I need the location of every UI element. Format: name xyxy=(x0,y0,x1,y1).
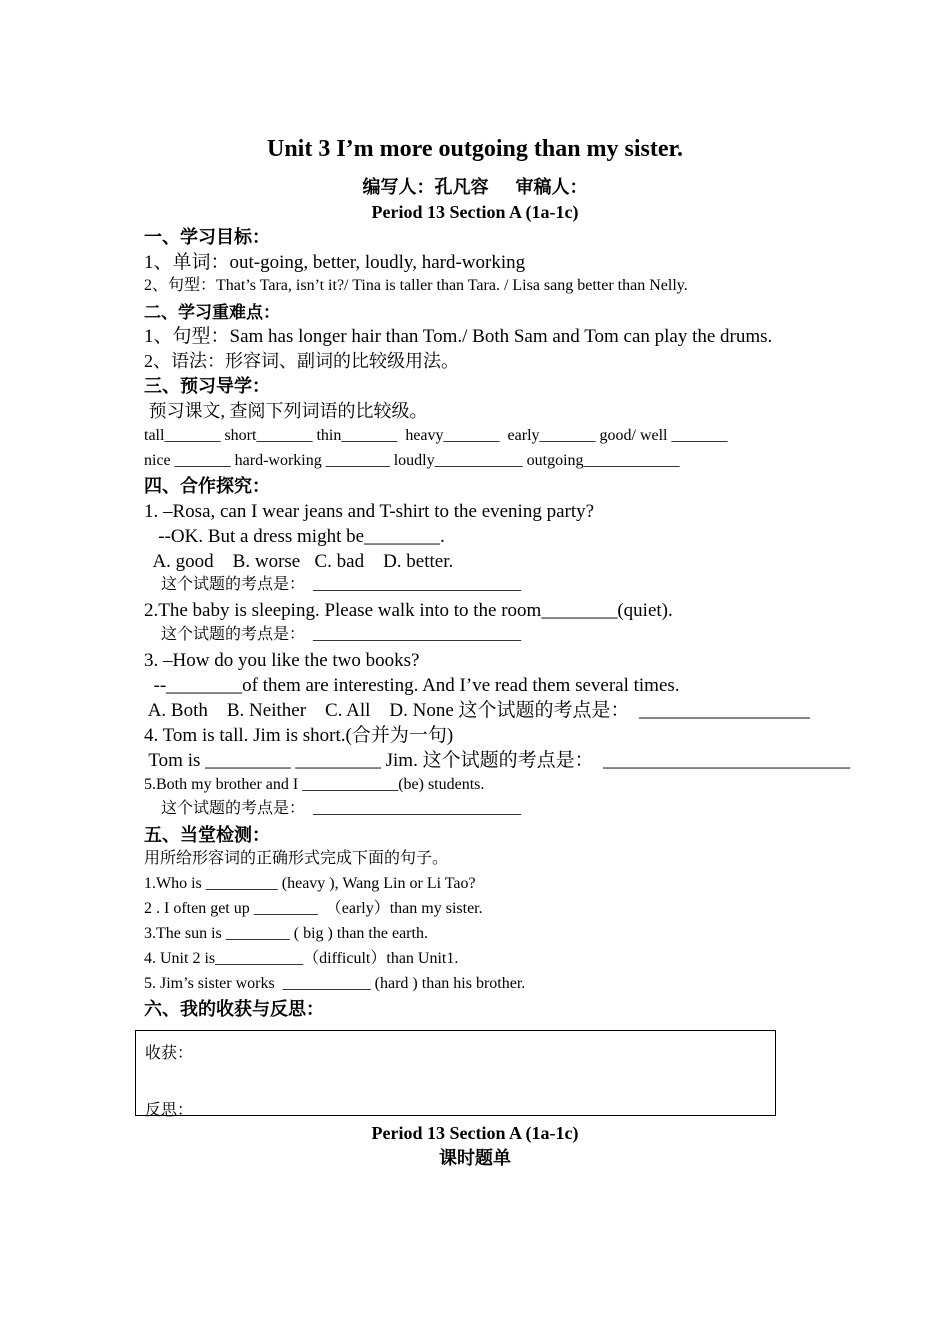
document-title: Unit 3 I’m more outgoing than my sister. xyxy=(266,136,683,162)
reflection-box xyxy=(135,1030,776,1119)
q1-reply: --OK. But a dress might be________. xyxy=(144,526,445,547)
section-objectives-heading: 一、学习目标： xyxy=(144,227,270,247)
q3-question: 3. –How do you like the two books? xyxy=(144,650,420,671)
q2-question: 2.The baby is sleeping. Please walk into to the room________(quiet). xyxy=(144,600,673,621)
q4-blank: Tom is _________ _________ Jim. 这个试题的考点是： __________________________ xyxy=(144,750,851,771)
q3-options: A. Both B. Neither C. All D. None 这个试题的考点是： __________________ xyxy=(144,700,811,721)
check-item: 2 . I often get up ________ （early）than my sister. xyxy=(144,900,483,917)
q2-testpoint: 这个试题的考点是： __________________________ xyxy=(161,626,522,643)
check-intro: 用所给形容词的正确形式完成下面的句子。 xyxy=(144,850,449,867)
check-item: 4. Unit 2 is___________（difficult）than Unit1. xyxy=(144,950,459,967)
preview-intro: 预习课文, 查阅下列词语的比较级。 xyxy=(144,401,428,421)
section-reflection-heading: 六、我的收获与反思： xyxy=(144,999,324,1019)
preview-words-row-2: nice _______ hard-working ________ loudly___________ outgoing____________ xyxy=(144,452,680,469)
period-heading: Period 13 Section A (1a-1c) xyxy=(371,202,579,222)
q1-testpoint: 这个试题的考点是： __________________________ xyxy=(161,576,522,593)
reflect-label: 反思： xyxy=(145,1102,194,1119)
check-item: 3.The sun is ________ ( big ) than the earth. xyxy=(144,925,428,942)
section-check-heading: 五、当堂检测： xyxy=(144,825,270,845)
q1-question: 1. –Rosa, can I wear jeans and T-shirt to the evening party? xyxy=(144,501,595,522)
keypoint-pattern: 1、句型：Sam has longer hair than Tom./ Both Sam and Tom can play the drums. xyxy=(144,326,773,347)
q4-question: 4. Tom is tall. Jim is short.(合并为一句) xyxy=(144,725,454,746)
footer-sheet-title: 课时题单 xyxy=(439,1148,511,1168)
section-keypoints-heading: 二、学习重难点： xyxy=(144,303,280,322)
q1-options: A. good B. worse C. bad D. better. xyxy=(144,551,454,572)
section-preview-heading: 三、预习导学： xyxy=(144,376,270,396)
objective-patterns: 2、句型：That’s Tara, isn’t it?/ Tina is taller than Tara. / Lisa sang better than Nelly. xyxy=(144,277,688,294)
objective-vocab: 1、单词：out-going, better, loudly, hard-working xyxy=(144,252,526,273)
preview-words-row-1: tall_______ short_______ thin_______ heavy_______ early_______ good/ well _______ xyxy=(144,427,728,444)
gain-label: 收获： xyxy=(145,1045,194,1062)
keypoint-grammar: 2、语法：形容词、副词的比较级用法。 xyxy=(144,351,459,371)
q3-reply: --________of them are interesting. And I’ve read them several times. xyxy=(144,675,680,696)
check-item: 5. Jim’s sister works ___________ (hard ) than his brother. xyxy=(144,975,526,992)
q5-testpoint: 这个试题的考点是： __________________________ xyxy=(161,800,522,817)
footer-period: Period 13 Section A (1a-1c) xyxy=(371,1123,579,1143)
authors-line: 编写人：孔凡容 审稿人： xyxy=(362,177,588,197)
section-explore-heading: 四、合作探究： xyxy=(144,476,270,496)
q5-question: 5.Both my brother and I ____________(be) students. xyxy=(144,776,485,793)
check-item: 1.Who is _________ (heavy ), Wang Lin or Li Tao? xyxy=(144,875,476,892)
